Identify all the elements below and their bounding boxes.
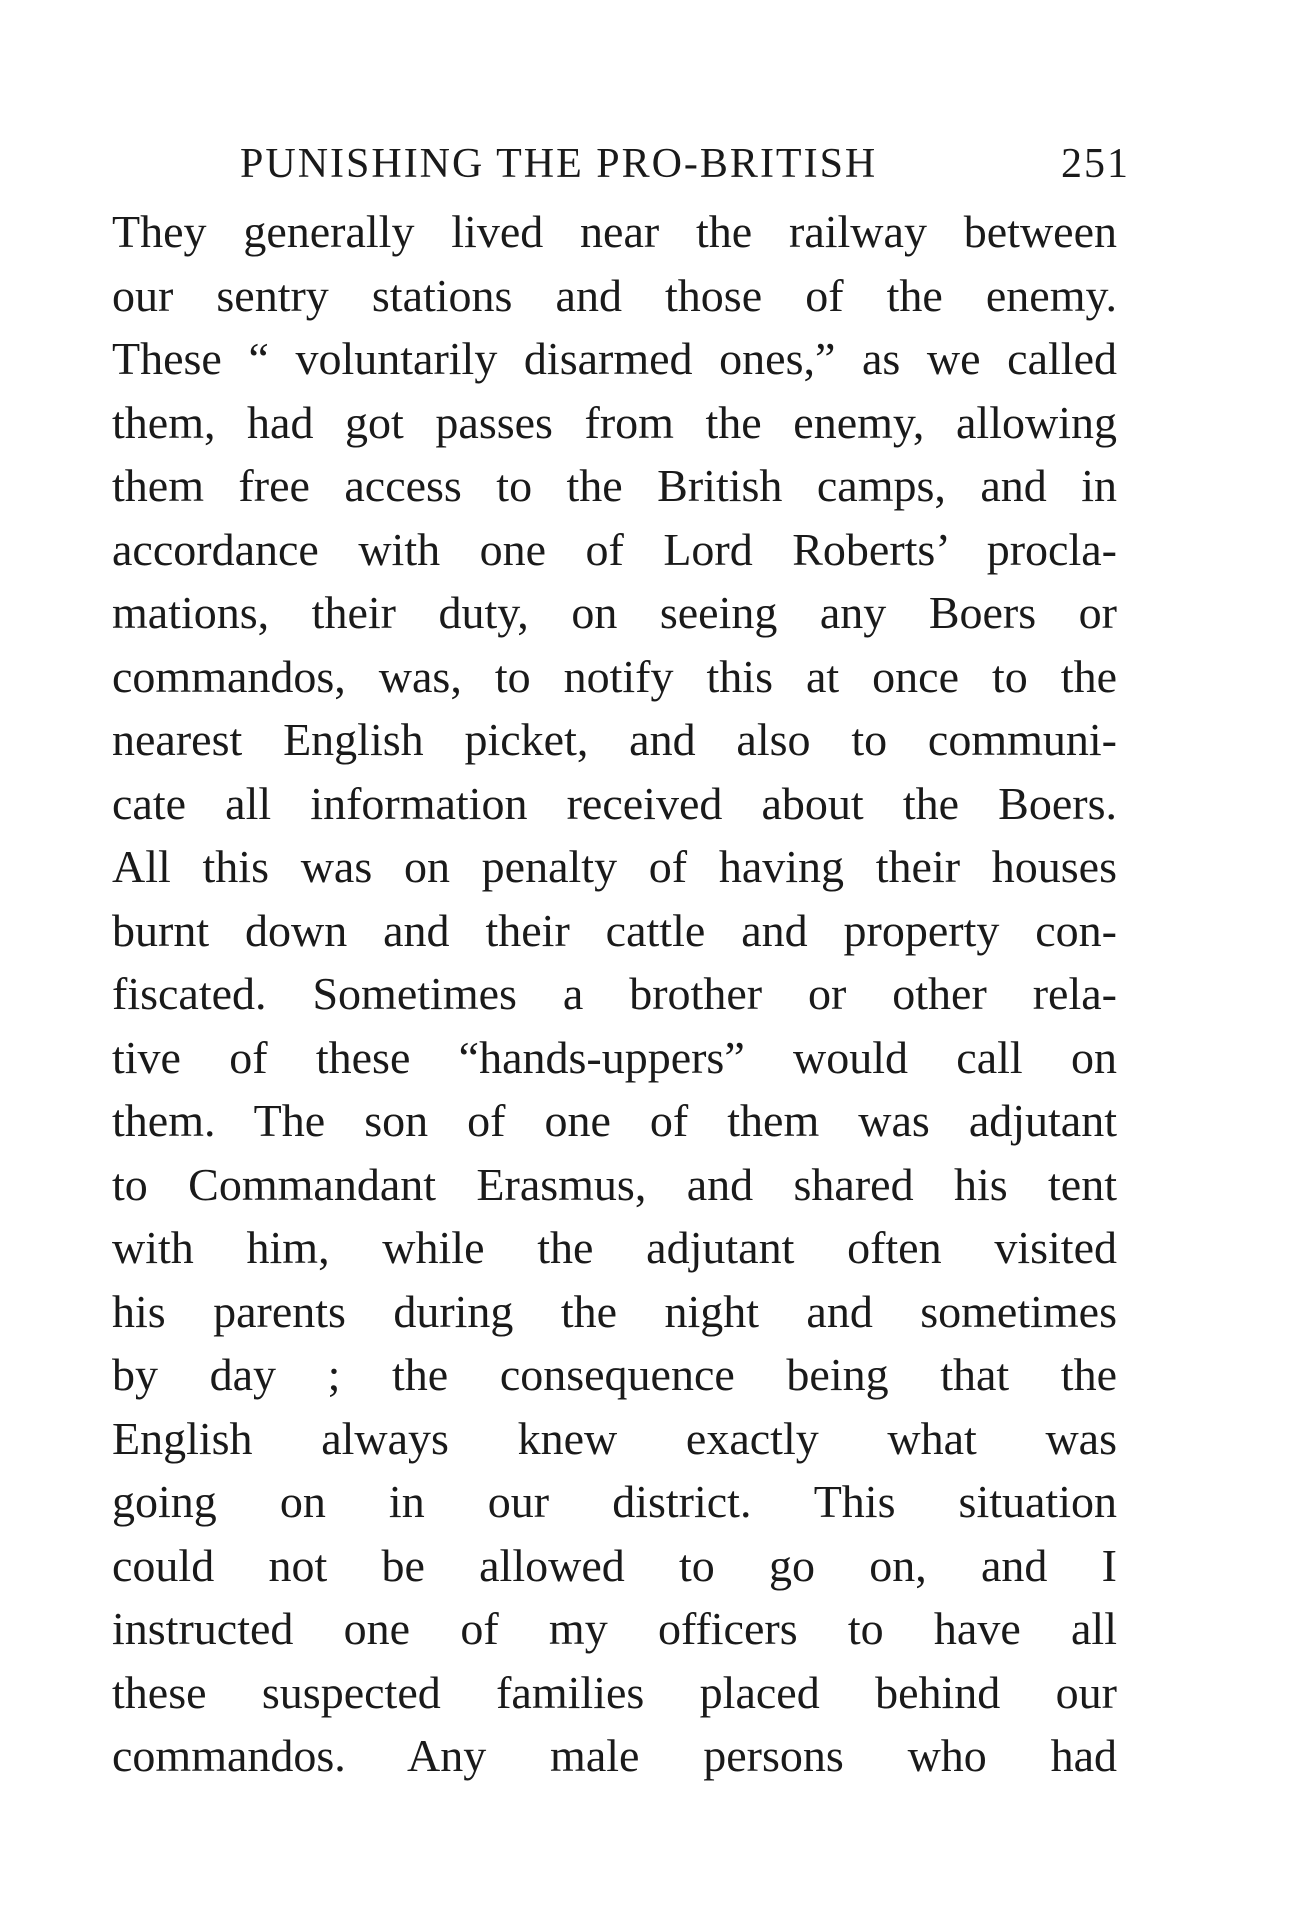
text-line: accordance with one of Lord Roberts’ procla-: [112, 523, 1117, 575]
text-line: All this was on penalty of having their houses: [112, 841, 1117, 892]
text-line: tive of these “hands-uppers” would call on: [112, 1031, 1117, 1083]
text-line: to Commandant Erasmus, and shared his tent: [112, 1158, 1117, 1210]
text-line: them, had got passes from the enemy, allowing: [112, 396, 1117, 448]
text-line: going on in our district. This situation: [112, 1476, 1117, 1527]
text-line: They generally lived near the railway between: [112, 206, 1117, 257]
text-line: mations, their duty, on seeing any Boers or: [112, 587, 1117, 638]
text-line: instructed one of my officers to have all: [112, 1603, 1117, 1654]
text-line: fiscated. Sometimes a brother or other rela-: [112, 968, 1117, 1019]
text-line: our sentry stations and those of the enemy.: [112, 269, 1117, 321]
text-line: commandos, was, to notify this at once to the: [112, 650, 1117, 702]
text-line: them. The son of one of them was adjutant: [112, 1095, 1117, 1146]
text-line: these suspected families placed behind our: [112, 1666, 1117, 1718]
body-text: [112, 200, 1117, 1788]
text-line: nearest English picket, and also to communi-: [112, 714, 1117, 765]
page-number: 251: [1061, 141, 1130, 187]
text-line: cate all information received about the Boers.: [112, 777, 1117, 829]
text-line: by day ; the consequence being that the: [112, 1349, 1117, 1400]
text-line: with him, while the adjutant often visited: [112, 1222, 1117, 1273]
text-line: These “ voluntarily disarmed ones,” as we called: [112, 333, 1117, 384]
text-line: them free access to the British camps, and in: [112, 460, 1117, 511]
text-line: could not be allowed to go on, and I: [112, 1539, 1117, 1591]
text-line: English always knew exactly what was: [112, 1412, 1117, 1464]
text-line: burnt down and their cattle and property con-: [112, 904, 1117, 956]
text-line: his parents during the night and sometimes: [112, 1285, 1117, 1337]
running-title: PUNISHING THE PRO-BRITISH: [240, 141, 878, 187]
page-header: [240, 140, 1130, 200]
text-line: commandos. Any male persons who had: [112, 1730, 1117, 1781]
